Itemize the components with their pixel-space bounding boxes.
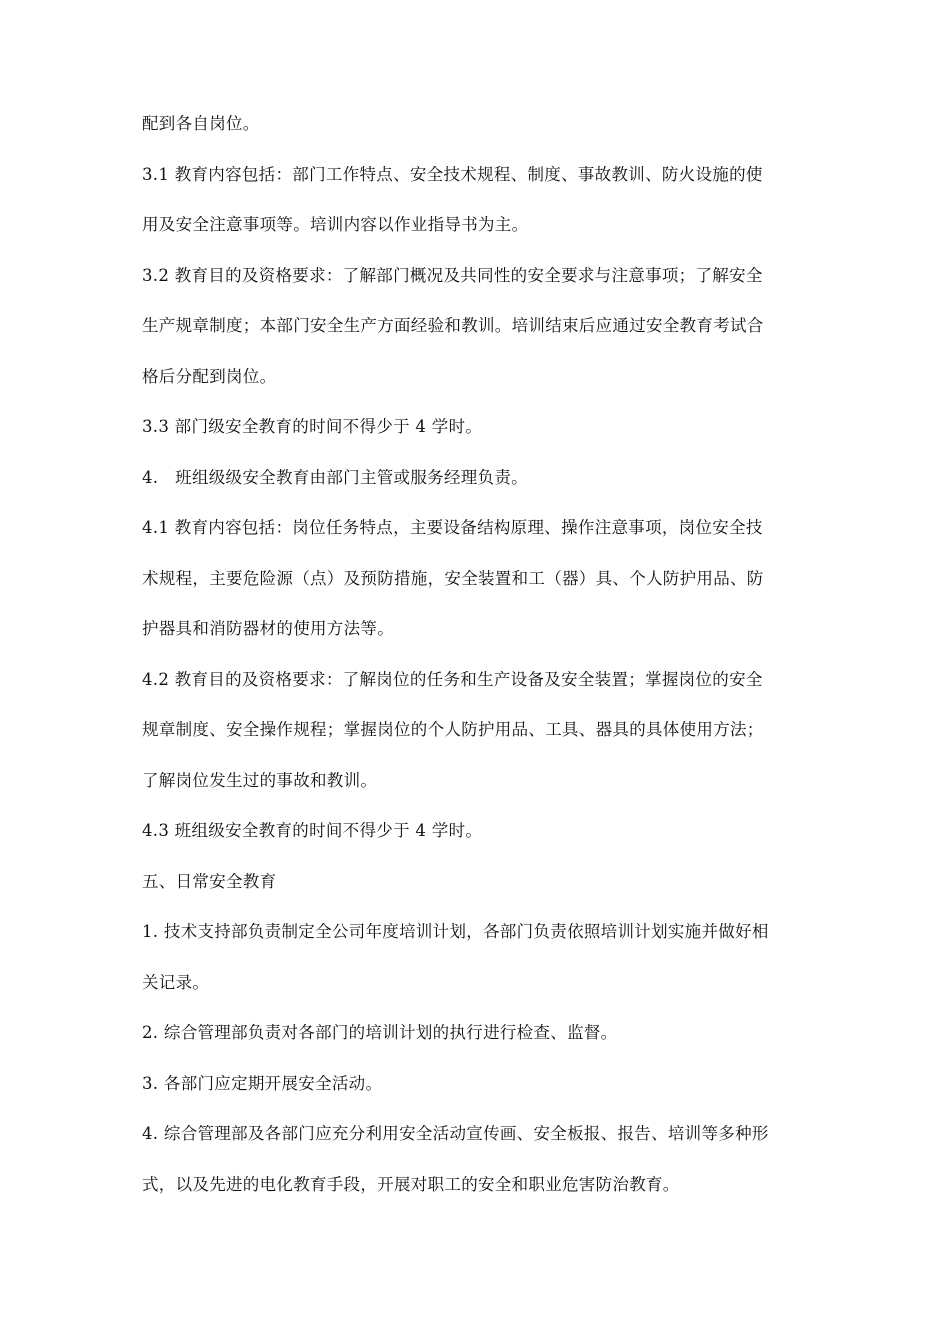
- text-line: 规章制度、安全操作规程；掌握岗位的个人防护用品、工具、器具的具体使用方法；: [142, 720, 764, 739]
- text-line: 4. 班组级级安全教育由部门主管或服务经理负责。: [142, 467, 528, 487]
- text-line: 格后分配到岗位。: [142, 366, 277, 386]
- text-line: 术规程，主要危险源（点）及预防措施，安全装置和工（器）具、个人防护用品、防: [142, 568, 764, 588]
- text-line: 3.3 部门级安全教育的时间不得少于 4 学时。: [142, 417, 483, 436]
- text-line: 3.2 教育目的及资格要求：了解部门概况及共同性的安全要求与注意事项；了解安全: [142, 265, 763, 285]
- document-body: [142, 106, 822, 1217]
- text-line: 生产规章制度；本部门安全生产方面经验和教训。培训结束后应通过安全教育考试合: [142, 316, 764, 335]
- text-line: 3.1 教育内容包括：部门工作特点、安全技术规程、制度、事故教训、防火设施的使: [142, 164, 763, 184]
- text-line: 3. 各部门应定期开展安全活动。: [142, 1073, 383, 1093]
- text-line: 4.2 教育目的及资格要求：了解岗位的任务和生产设备及安全装置；掌握岗位的安全: [142, 669, 763, 689]
- text-line: 用及安全注意事项等。培训内容以作业指导书为主。: [142, 215, 529, 234]
- text-line: 2. 综合管理部负责对各部门的培训计划的执行进行检查、监督。: [142, 1023, 618, 1042]
- text-line: 关记录。: [142, 972, 210, 992]
- text-line: 配到各自岗位。: [142, 114, 260, 133]
- text-line: 4.3 班组级安全教育的时间不得少于 4 学时。: [142, 821, 483, 840]
- text-line: 了解岗位发生过的事故和教训。: [142, 770, 378, 790]
- text-line: 式，以及先进的电化教育手段，开展对职工的安全和职业危害防治教育。: [142, 1174, 680, 1194]
- section-heading: 五、日常安全教育: [142, 871, 277, 891]
- text-line: 4.1 教育内容包括：岗位任务特点，主要设备结构原理、操作注意事项，岗位安全技: [142, 518, 763, 537]
- text-line: 4. 综合管理部及各部门应充分利用安全活动宣传画、安全板报、报告、培训等多种形: [142, 1124, 769, 1143]
- text-line: 护器具和消防器材的使用方法等。: [142, 619, 394, 638]
- text-line: 1. 技术支持部负责制定全公司年度培训计划，各部门负责依照培训计划实施并做好相: [142, 922, 769, 941]
